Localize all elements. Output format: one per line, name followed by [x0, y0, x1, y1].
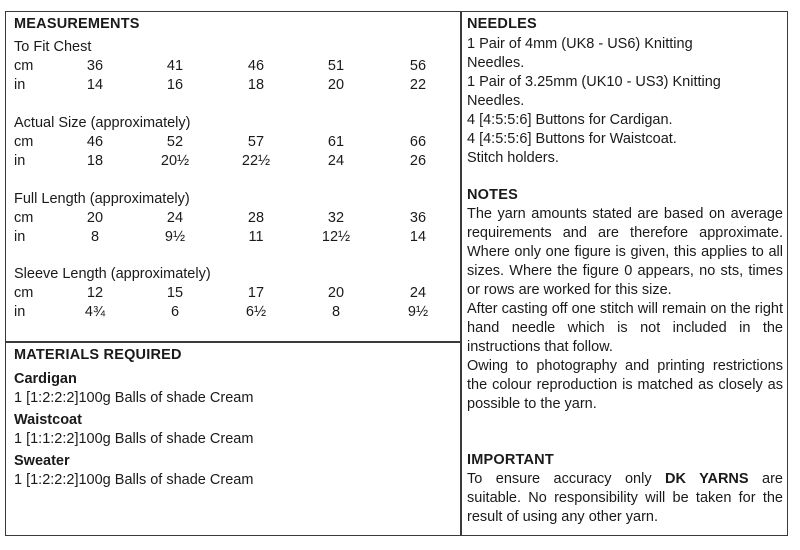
- size-value: 18: [86, 153, 104, 169]
- needles-title: NEEDLES: [467, 16, 537, 32]
- needles-line: 4 [4:5:5:6] Buttons for Waistcoat.: [467, 131, 677, 147]
- size-value: 20: [86, 210, 104, 226]
- size-value: 18: [247, 77, 265, 93]
- needles-line: Needles.: [467, 93, 525, 109]
- size-value: 9½: [407, 304, 429, 320]
- size-value: 17: [247, 285, 265, 301]
- unit-label: cm: [14, 134, 34, 150]
- size-value: 24: [409, 285, 427, 301]
- unit-label: in: [14, 304, 26, 320]
- unit-label: in: [14, 77, 26, 93]
- size-value: 15: [166, 285, 184, 301]
- measurement-group-label: Actual Size (approximately): [14, 115, 191, 131]
- size-value: 46: [247, 58, 265, 74]
- size-value: 12: [86, 285, 104, 301]
- size-value: 26: [409, 153, 427, 169]
- materials-title: MATERIALS REQUIRED: [14, 347, 182, 363]
- size-value: 57: [247, 134, 265, 150]
- measurement-group-label: Sleeve Length (approximately): [14, 266, 211, 282]
- measurement-group-label: To Fit Chest: [14, 39, 92, 55]
- notes-paragraph: Owing to photography and printing restrictions the colour reproduction is matched as closely as possible to the yarn.: [467, 358, 783, 412]
- size-value: 8: [331, 304, 341, 320]
- measurement-group-label: Full Length (approximately): [14, 191, 190, 207]
- notes-paragraph: The yarn amounts stated are based on average requirements and are therefore approximate. Where only one figure is given, this applies to all sizes. Where the figure 0 appears, no sts, times or rows are worked for this size.: [467, 206, 783, 298]
- size-value: 22: [409, 77, 427, 93]
- size-value: 20: [327, 285, 345, 301]
- needles-line: Needles.: [467, 55, 525, 71]
- column-divider: [460, 11, 462, 536]
- garment-name: Cardigan: [14, 371, 77, 387]
- size-value: 14: [86, 77, 104, 93]
- notes-title: NOTES: [467, 187, 518, 203]
- yarn-quantity: 1 [1:2:2:2]100g Balls of shade Cream: [14, 390, 254, 406]
- yarn-emphasis: DK YARNS: [665, 471, 749, 487]
- size-value: 46: [86, 134, 104, 150]
- needles-line: Stitch holders.: [467, 150, 559, 166]
- important-title: IMPORTANT: [467, 452, 554, 468]
- needles-line: 4 [4:5:5:6] Buttons for Cardigan.: [467, 112, 673, 128]
- size-value: 20½: [160, 153, 190, 169]
- yarn-quantity: 1 [1:1:2:2]100g Balls of shade Cream: [14, 431, 254, 447]
- notes-body: [467, 205, 783, 414]
- size-value: 6: [170, 304, 180, 320]
- size-value: 36: [86, 58, 104, 74]
- unit-label: cm: [14, 58, 34, 74]
- garment-name: Waistcoat: [14, 412, 82, 428]
- important-text: To ensure accuracy only: [467, 471, 666, 487]
- size-value: 4¾: [84, 304, 106, 320]
- size-value: 56: [409, 58, 427, 74]
- size-value: 24: [327, 153, 345, 169]
- unit-label: in: [14, 229, 26, 245]
- size-value: 11: [248, 229, 264, 245]
- size-value: 41: [166, 58, 184, 74]
- size-value: 51: [327, 58, 345, 74]
- needles-line: 1 Pair of 3.25mm (UK10 - US3) Knitting: [467, 74, 721, 90]
- unit-label: cm: [14, 285, 34, 301]
- size-value: 52: [166, 134, 184, 150]
- size-value: 16: [166, 77, 184, 93]
- needles-line: 1 Pair of 4mm (UK8 - US6) Knitting: [467, 36, 693, 52]
- size-value: 6½: [245, 304, 267, 320]
- section-divider: [5, 341, 460, 343]
- unit-label: cm: [14, 210, 34, 226]
- size-value: 61: [327, 134, 345, 150]
- important-body: [467, 470, 783, 527]
- measurements-title: MEASUREMENTS: [14, 16, 140, 32]
- size-value: 20: [327, 77, 345, 93]
- size-value: 22½: [241, 153, 271, 169]
- important-text: are suitable. No responsibility will be taken for the result of using any other yarn.: [467, 471, 783, 525]
- size-value: 14: [409, 229, 427, 245]
- size-value: 8: [90, 229, 100, 245]
- garment-name: Sweater: [14, 453, 70, 469]
- size-value: 28: [247, 210, 265, 226]
- size-value: 32: [327, 210, 345, 226]
- size-value: 66: [409, 134, 427, 150]
- unit-label: in: [14, 153, 26, 169]
- notes-paragraph: After casting off one stitch will remain on the right hand needle which is not included in the instructions that follow.: [467, 301, 783, 355]
- size-value: 9½: [164, 229, 186, 245]
- size-value: 12½: [321, 229, 351, 245]
- size-value: 24: [166, 210, 184, 226]
- yarn-quantity: 1 [1:2:2:2]100g Balls of shade Cream: [14, 472, 254, 488]
- size-value: 36: [409, 210, 427, 226]
